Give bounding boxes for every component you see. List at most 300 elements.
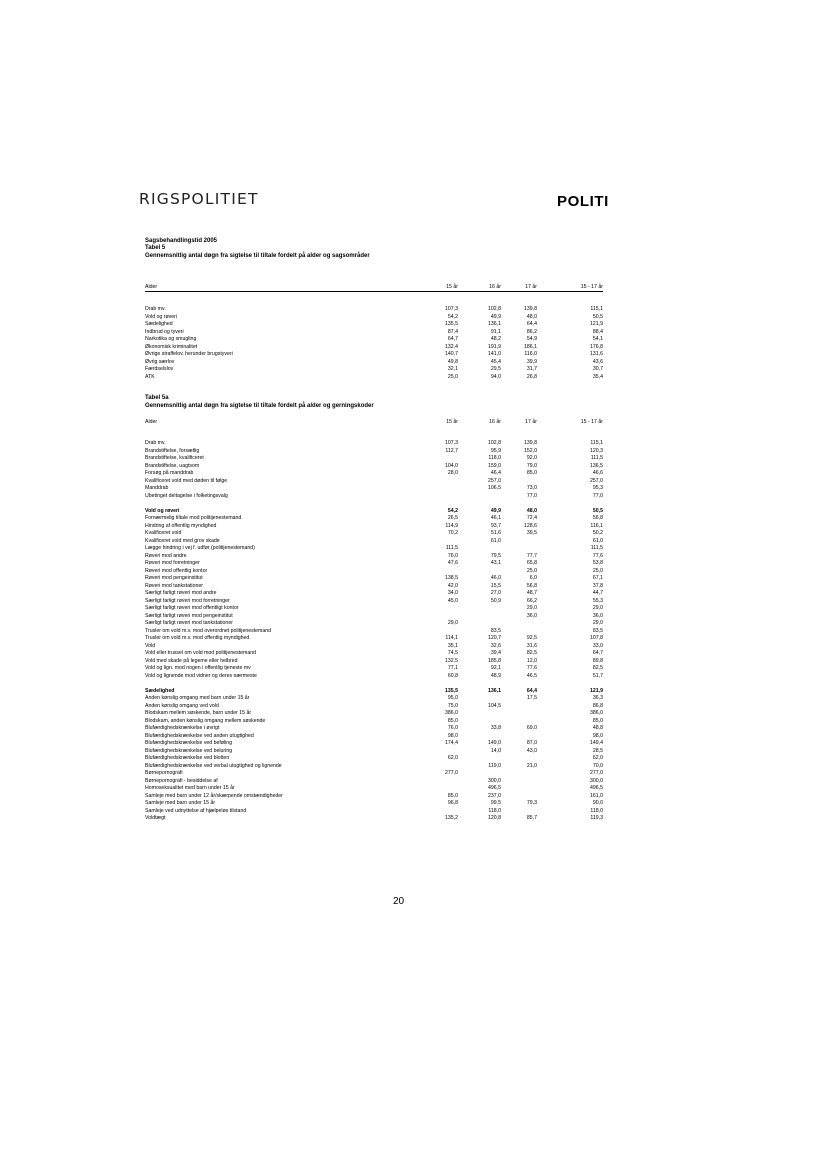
row-label: Brandstiftelse, forsætlig	[145, 447, 200, 454]
row-label: Kvalificeret vold	[145, 530, 182, 536]
value-total: 119,3	[590, 815, 603, 821]
value-16: 95,9	[490, 447, 501, 454]
table-row	[145, 673, 603, 681]
value-16: 50,9	[490, 597, 501, 604]
row-label: Samleje med barn under 15 år	[145, 800, 216, 806]
value-16: 141,0	[488, 351, 501, 357]
row-label: Anden kønslig omgang ved vold	[145, 702, 219, 709]
subtable-number: Tabel 5a	[145, 395, 169, 401]
value-total: 88,4	[592, 328, 603, 335]
value-17: 128,6	[524, 522, 537, 529]
table-row	[145, 508, 603, 516]
value-15: 60,8	[447, 672, 458, 679]
table-row	[145, 470, 603, 478]
table-row	[145, 785, 603, 793]
row-label: Manddrab	[145, 485, 169, 491]
value-15: 74,5	[447, 650, 458, 656]
table-row	[145, 643, 603, 651]
row-label: Røveri mod pengeinstitut	[145, 575, 203, 581]
col-total-header: 15 - 17 år	[580, 419, 603, 425]
value-total: 44,7	[592, 590, 603, 596]
row-label: Vold med skade på legeme eller helbred	[145, 657, 238, 664]
value-17: 54,9	[526, 336, 537, 342]
row-label: Anden kønslig omgang med barn under 15 år	[145, 695, 250, 701]
table-row	[145, 800, 603, 808]
row-label: Ubetinget deltagelse i folketingsvalg	[145, 492, 228, 499]
value-total: 115,1	[590, 306, 603, 312]
table-number: Tabel 5	[145, 245, 166, 251]
value-total: 95,3	[592, 485, 603, 491]
row-label: Blufærdighedskrænkelse ved beføling	[145, 740, 233, 746]
value-16: 104,5	[488, 702, 501, 709]
value-17: 77,6	[526, 665, 537, 671]
row-label: Hindring af offentlig myndighed	[145, 522, 217, 529]
table-row	[145, 770, 603, 778]
value-15: 35,1	[447, 642, 458, 649]
table2-header	[145, 418, 603, 426]
subtable-titles	[145, 394, 374, 410]
value-15: 85,0	[447, 792, 458, 799]
value-15: 135,2	[445, 815, 458, 821]
value-15: 25,0	[447, 373, 458, 380]
value-17: 39,9	[526, 358, 537, 365]
table1-body	[145, 306, 603, 381]
table-row	[145, 485, 603, 493]
table-row	[145, 374, 603, 382]
value-16: 136,1	[488, 321, 501, 327]
table-row	[145, 725, 603, 733]
value-total: 131,6	[590, 351, 603, 357]
value-15: 32,1	[447, 366, 458, 372]
row-label: Kvalificeret vold med grov skade	[145, 537, 220, 544]
row-label: Kvalificeret vold med døden til følge	[145, 477, 228, 484]
value-total: 50,5	[592, 313, 603, 320]
row-label: Blufærdighedskrænkelse ved verbal utugtighed og lignende	[145, 762, 282, 769]
table-row	[145, 605, 603, 613]
value-total: 35,4	[592, 373, 603, 380]
table-row	[145, 665, 603, 673]
value-15: 87,4	[447, 328, 458, 335]
value-17: 66,2	[526, 597, 537, 604]
value-15: 135,5	[445, 687, 458, 694]
row-label: Sædelighed	[145, 321, 173, 327]
value-total: 90,0	[592, 800, 603, 806]
row-label: Særligt farligt røveri mod tankstationer	[145, 620, 233, 626]
value-17: 77,0	[526, 492, 537, 499]
row-label: Voldtægt	[145, 815, 166, 821]
table-row	[145, 778, 603, 786]
value-16: 149,0	[488, 740, 501, 746]
value-total: 118,0	[590, 807, 603, 814]
value-16: 91,1	[490, 328, 501, 335]
value-16: 120,8	[488, 815, 501, 821]
row-label: Børnepornografi - besiddelse af	[145, 777, 218, 784]
value-16: 14,0	[490, 747, 501, 754]
value-total: 121,9	[590, 321, 603, 327]
value-15: 104,0	[445, 462, 458, 469]
col-16-header: 16 år	[489, 284, 501, 290]
value-16: 39,4	[490, 650, 501, 656]
row-label: Blufærdighedskrænkelse ved beluring	[145, 747, 233, 754]
value-total: 136,5	[590, 462, 603, 469]
value-16: 257,0	[488, 477, 501, 484]
table-row	[145, 650, 603, 658]
value-17: 85,0	[526, 470, 537, 476]
table2-body	[145, 440, 603, 823]
row-label: ATK	[145, 373, 155, 380]
table-row	[145, 478, 603, 486]
row-label: Forsøg på manddrab	[145, 470, 194, 476]
row-label: Røveri mod tankstationer	[145, 582, 203, 589]
row-label: Vold	[145, 642, 156, 649]
table-row	[145, 763, 603, 771]
value-16: 237,0	[488, 792, 501, 799]
value-total: 56,8	[592, 515, 603, 521]
value-16: 32,6	[490, 642, 501, 649]
value-total: 29,0	[592, 605, 603, 611]
table-row	[145, 575, 603, 583]
table-row	[145, 493, 603, 501]
value-15: 114,1	[445, 635, 458, 641]
value-total: 121,9	[590, 687, 603, 694]
value-total: 54,1	[592, 336, 603, 342]
value-17: 48,0	[526, 507, 537, 514]
value-16: 49,9	[490, 507, 501, 514]
value-15: 54,2	[447, 507, 458, 514]
value-16: 61,0	[490, 537, 501, 544]
value-total: 77,6	[592, 552, 603, 559]
table-row	[145, 680, 603, 688]
value-17: 82,5	[526, 650, 537, 656]
value-total: 30,7	[592, 366, 603, 372]
value-15: 29,0	[447, 620, 458, 626]
value-17: 92,0	[526, 455, 537, 461]
table-row	[145, 748, 603, 756]
value-total: 70,0	[592, 762, 603, 769]
table-row	[145, 321, 603, 329]
value-total: 85,0	[592, 717, 603, 724]
value-17: 17,5	[526, 695, 537, 701]
table-row	[145, 538, 603, 546]
value-total: 300,0	[590, 777, 603, 784]
value-total: 48,8	[592, 725, 603, 731]
col-15-header: 15 år	[446, 419, 458, 425]
col-17-header: 17 år	[525, 419, 537, 425]
row-label: Vold og lignende mod vidner og deres nærmeste	[145, 672, 257, 679]
report-titles	[145, 237, 370, 260]
table-row	[145, 710, 603, 718]
row-label: Blodskam, anden kønslig omgang mellem søskende	[145, 717, 266, 724]
row-label: Samleje med barn under 12 år/skærpende omstændigheder	[145, 792, 283, 799]
value-15: 76,0	[447, 725, 458, 731]
value-17: 69,0	[526, 725, 537, 731]
row-label: Færdselslov	[145, 366, 174, 372]
value-17: 36,0	[526, 612, 537, 619]
table-row	[145, 613, 603, 621]
table-row	[145, 598, 603, 606]
value-17: 79,0	[526, 462, 537, 469]
value-total: 386,0	[590, 710, 603, 716]
value-16: 27,0	[490, 590, 501, 596]
value-17: 86,2	[526, 328, 537, 335]
table1-header	[145, 283, 603, 292]
value-total: 25,0	[592, 567, 603, 574]
value-total: 120,3	[590, 447, 603, 454]
row-label: Røveri mod offentlig kontor	[145, 567, 208, 574]
row-label: Sædelighed	[145, 687, 175, 694]
row-label: Økonomisk kriminalitet	[145, 343, 198, 350]
row-label: Blufærdighedskrænkelse ved anden utugtighed	[145, 732, 254, 739]
value-17: 43,0	[526, 747, 537, 754]
row-label: Røveri mod forretninger	[145, 560, 200, 566]
value-15: 138,5	[445, 575, 458, 581]
value-16: 159,0	[488, 462, 501, 469]
table-row	[145, 523, 603, 531]
value-total: 50,5	[592, 507, 603, 514]
value-total: 67,1	[592, 575, 603, 581]
value-15: 76,0	[447, 552, 458, 559]
value-total: 176,8	[590, 343, 603, 350]
value-16: 106,5	[488, 485, 501, 491]
row-label: Trusler om vold m.v. mod offentlig myndighed	[145, 635, 250, 641]
value-17: 25,0	[526, 567, 537, 574]
value-15: 114,9	[445, 522, 458, 529]
col-16-header: 16 år	[489, 419, 501, 425]
value-total: 62,0	[592, 755, 603, 761]
page-number: 20	[393, 896, 405, 907]
value-16: 99,5	[490, 800, 501, 806]
value-15: 112,7	[445, 447, 458, 454]
value-17: 48,0	[526, 313, 537, 320]
value-17: 21,0	[526, 762, 537, 769]
value-total: 116,1	[590, 522, 603, 529]
value-15: 62,0	[447, 755, 458, 761]
row-label: Brandstiftelse, uagtsom	[145, 462, 200, 469]
value-16: 300,0	[488, 777, 501, 784]
value-15: 45,0	[447, 597, 458, 604]
value-total: 111,5	[590, 545, 603, 551]
politi-logo: POLITI	[557, 193, 609, 210]
value-16: 79,5	[490, 552, 501, 559]
row-label: Øvrige straffelov, herunder brugstyveri	[145, 351, 233, 357]
table-row	[145, 560, 603, 568]
row-label: Blufærdighedskrænkelse ved blotten	[145, 755, 230, 761]
row-label: Fornærmelig tiltale mod politijenestemand	[145, 515, 242, 521]
value-15: 47,6	[447, 560, 458, 566]
value-16: 120,7	[488, 635, 501, 641]
value-total: 36,3	[592, 695, 603, 701]
value-16: 49,9	[490, 313, 501, 320]
value-15: 95,0	[447, 695, 458, 701]
value-16: 83,5	[490, 627, 501, 634]
value-17: 31,6	[526, 642, 537, 649]
table-row	[145, 366, 603, 374]
row-label: Særligt farligt røveri mod andre	[145, 590, 217, 596]
value-17: 77,7	[526, 552, 537, 559]
table-row	[145, 568, 603, 576]
table-row	[145, 740, 603, 748]
col-17-header: 17 år	[525, 284, 537, 290]
value-17: 64,4	[526, 321, 537, 327]
value-total: 98,0	[592, 732, 603, 739]
table-row	[145, 695, 603, 703]
value-total: 86,8	[592, 702, 603, 709]
row-label: Særligt farligt røveri mod offentligt kontor	[145, 605, 239, 611]
value-total: 43,6	[592, 358, 603, 365]
value-15: 386,0	[445, 710, 458, 716]
value-17: 87,0	[526, 740, 537, 746]
table-row	[145, 344, 603, 352]
value-total: 46,6	[592, 470, 603, 476]
value-15: 98,0	[447, 732, 458, 739]
table-row	[145, 314, 603, 322]
value-16: 51,6	[490, 530, 501, 536]
value-16: 118,0	[488, 807, 501, 814]
value-total: 161,0	[590, 792, 603, 799]
table-row	[145, 515, 603, 523]
value-16: 191,9	[488, 343, 501, 350]
table-row	[145, 440, 603, 448]
value-17: 48,7	[526, 590, 537, 596]
value-total: 77,0	[592, 492, 603, 499]
table-row	[145, 530, 603, 538]
value-total: 55,3	[592, 597, 603, 604]
row-label: Vold og røveri	[145, 507, 180, 514]
value-total: 37,8	[592, 582, 603, 589]
value-15: 54,2	[447, 313, 458, 320]
subtable-caption: Gennemsnitlig antal døgn fra sigtelse til tiltale fordelt på alder og gerningskoder	[145, 403, 374, 409]
value-15: 77,1	[447, 665, 458, 671]
value-17: 186,1	[524, 343, 537, 350]
value-17: 56,8	[526, 582, 537, 589]
value-15: 277,0	[445, 770, 458, 776]
table-caption: Gennemsnitlig antal døgn fra sigtelse til tiltale fordelt på alder og sagsområder	[145, 253, 370, 259]
row-label: Vold og lign. mod nogen i offentlig tjeneste mv	[145, 665, 251, 671]
table-row	[145, 620, 603, 628]
value-16: 33,8	[490, 725, 501, 731]
value-17: 139,8	[524, 306, 537, 312]
value-16: 119,0	[488, 762, 501, 769]
row-label: Særligt farligt røveri mod forretninger	[145, 597, 230, 604]
value-15: 85,0	[447, 717, 458, 724]
row-label: Øvrig særlov	[145, 358, 175, 365]
table-row	[145, 336, 603, 344]
value-total: 149,4	[590, 740, 603, 746]
value-15: 135,5	[445, 321, 458, 327]
row-label: Trusler om vold m.v. mod overordnet politijenestemand	[145, 627, 271, 634]
table-row	[145, 590, 603, 598]
value-17: 46,5	[526, 672, 537, 679]
value-15: 111,5	[445, 545, 458, 551]
table-row	[145, 688, 603, 696]
value-16: 46,4	[490, 470, 501, 476]
col-15-header: 15 år	[446, 284, 458, 290]
value-15: 64,7	[447, 336, 458, 342]
value-16: 45,4	[490, 358, 501, 365]
row-label: Lægge hindring i vej f. udfør (politijenestemand)	[145, 545, 255, 551]
value-17: 26,8	[526, 373, 537, 380]
value-total: 36,0	[592, 612, 603, 619]
table-row	[145, 500, 603, 508]
value-total: 61,0	[592, 537, 603, 544]
table-row	[145, 455, 603, 463]
value-15: 107,3	[445, 306, 458, 312]
row-label: Homoseksualitet med barn under 15 år	[145, 785, 235, 791]
row-label: Drab mv.	[145, 440, 166, 446]
table-row	[145, 793, 603, 801]
row-label: Vold og røveri	[145, 313, 178, 320]
value-16: 118,0	[488, 455, 501, 461]
value-total: 111,5	[590, 455, 603, 461]
table-row	[145, 359, 603, 367]
value-17: 39,5	[526, 530, 537, 536]
value-17: 116,0	[524, 351, 537, 357]
table-row	[145, 815, 603, 823]
value-17: 79,3	[526, 800, 537, 806]
value-16: 94,0	[490, 373, 501, 380]
value-17: 152,0	[524, 447, 537, 454]
value-total: 277,0	[590, 770, 603, 776]
value-17: 72,4	[526, 515, 537, 521]
value-17: 92,5	[526, 635, 537, 641]
value-total: 257,0	[590, 477, 603, 484]
row-label: Drab mv.	[145, 306, 166, 312]
value-15: 132,5	[445, 657, 458, 664]
table-row	[145, 306, 603, 314]
value-17: 65,8	[526, 560, 537, 566]
value-15: 70,2	[447, 530, 458, 536]
value-16: 496,5	[488, 785, 501, 791]
value-total: 83,5	[592, 627, 603, 634]
value-15: 34,0	[447, 590, 458, 596]
value-total: 89,8	[592, 657, 603, 664]
table-row	[145, 808, 603, 816]
value-total: 496,5	[590, 785, 603, 791]
row-label: Røveri mod andre	[145, 552, 187, 559]
row-label: Blodskam mellem søskende, barn under 15 år	[145, 710, 252, 716]
value-15: 75,0	[447, 702, 458, 709]
value-16: 46,0	[490, 575, 501, 581]
value-16: 46,1	[490, 515, 501, 521]
value-17: 31,7	[526, 366, 537, 372]
value-total: 28,5	[592, 747, 603, 754]
value-16: 185,8	[488, 657, 501, 664]
value-total: 50,2	[592, 530, 603, 536]
value-total: 53,8	[592, 560, 603, 566]
row-label: Indbrud og tyveri	[145, 328, 184, 335]
value-17: 85,7	[526, 815, 537, 821]
table-row	[145, 703, 603, 711]
value-15: 26,5	[447, 515, 458, 521]
row-label: Børnepornografi	[145, 770, 183, 776]
table-row	[145, 628, 603, 636]
value-total: 82,5	[592, 665, 603, 671]
table-row	[145, 463, 603, 471]
table-row	[145, 553, 603, 561]
table-row	[145, 733, 603, 741]
value-total: 51,7	[592, 672, 603, 679]
row-label: Samleje ved udnyttelse af hjælpeløs tilstand	[145, 807, 247, 814]
value-17: 64,4	[526, 687, 537, 694]
row-label: Brandstiftelse, kvalificeret	[145, 455, 204, 461]
org-wordmark: RIGSPOLITIET	[139, 190, 259, 208]
col-label-header: Alder	[145, 284, 158, 290]
value-16: 15,5	[490, 582, 501, 589]
value-16: 48,9	[490, 672, 501, 679]
value-17: 139,8	[524, 440, 537, 446]
table-row	[145, 351, 603, 359]
value-15: 140,7	[445, 351, 458, 357]
